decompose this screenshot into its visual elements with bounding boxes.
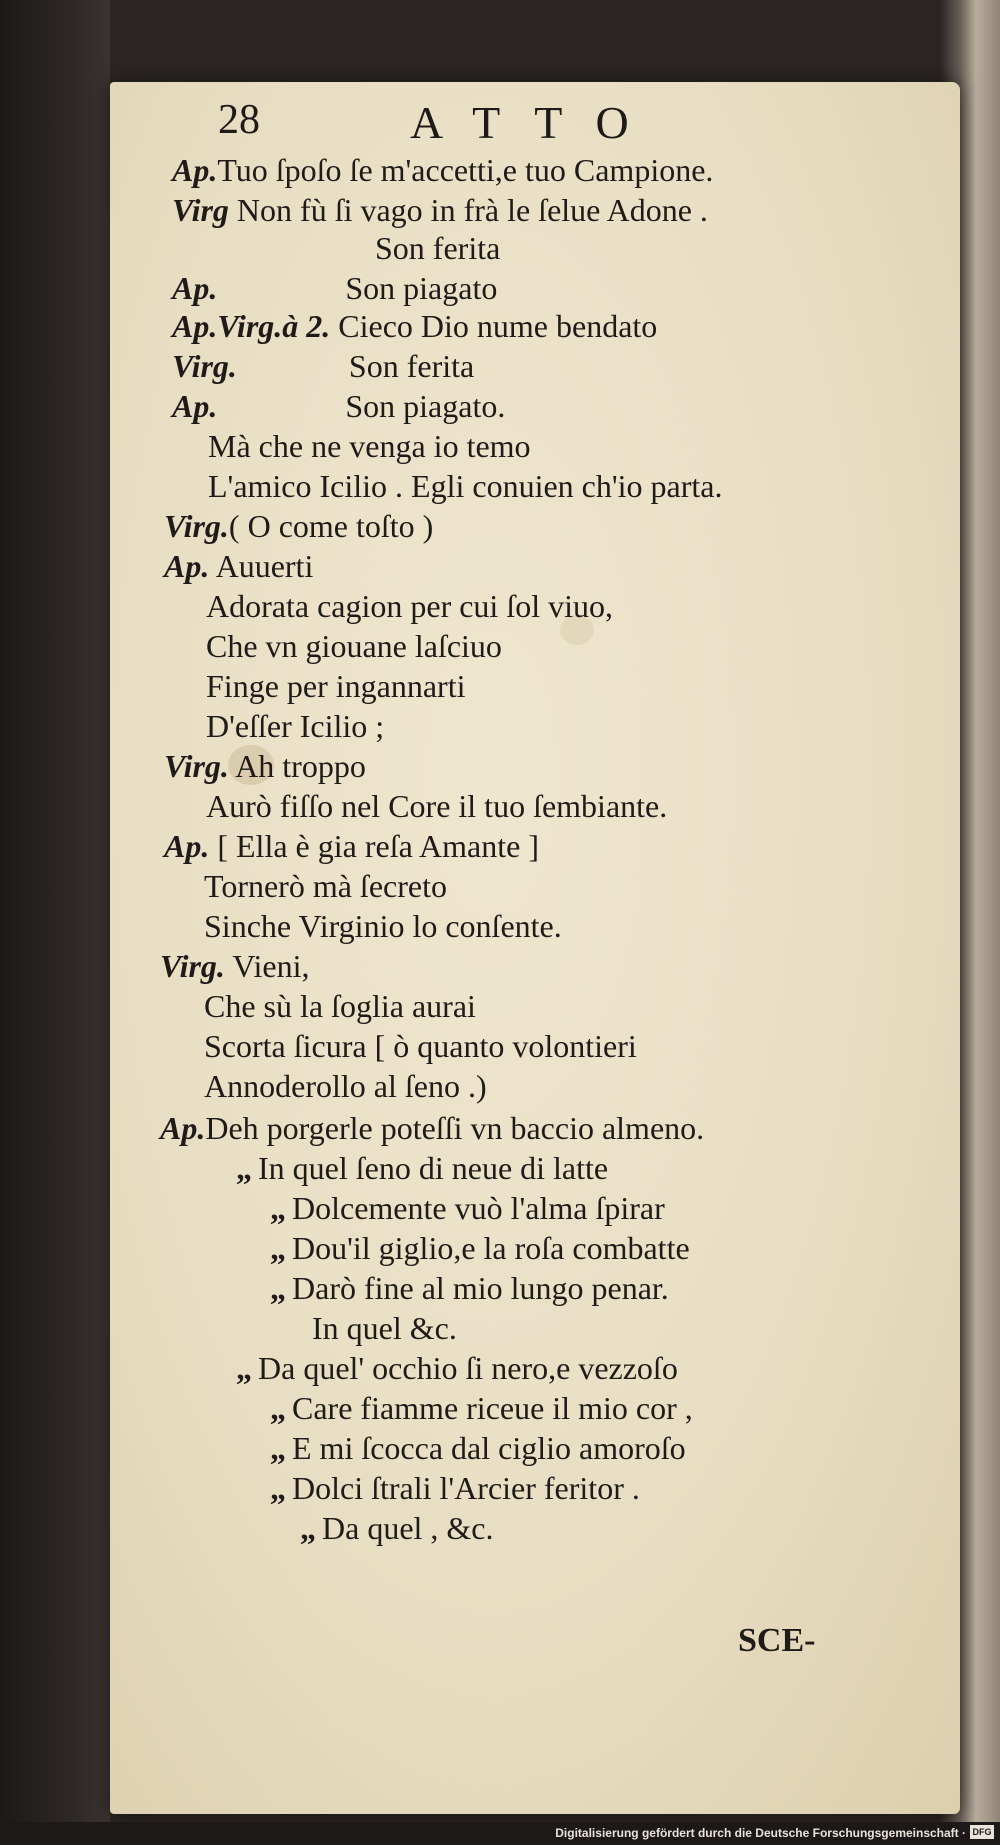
line-text: In quel ſeno di neue di latte [258, 1150, 609, 1186]
line-text: Cieco Dio nume bendato [330, 308, 658, 344]
page-title: ATTO [410, 97, 663, 148]
quotation-mark: „ [270, 1430, 286, 1466]
line-text: Dolcemente vuò l'alma ſpirar [292, 1190, 665, 1226]
quotation-mark: „ [300, 1510, 316, 1546]
text-line [164, 746, 366, 786]
text-line [172, 346, 474, 386]
speaker-label: Virg. [160, 948, 225, 984]
line-text: In quel &c. [312, 1310, 457, 1346]
line-text: Finge per ingannarti [206, 668, 466, 704]
quotation-mark: „ [236, 1150, 252, 1186]
quotation-mark: „ [270, 1190, 286, 1226]
speaker-label: Ap. [172, 152, 218, 188]
quotation-mark: „ [270, 1390, 286, 1426]
speaker-label: Ap. [172, 388, 218, 424]
text-line [206, 786, 667, 826]
line-text: Ah troppo [228, 748, 366, 784]
text-line [172, 306, 657, 346]
line-text: E mi ſcocca dal ciglio amoroſo [292, 1430, 686, 1466]
text-line [270, 1268, 669, 1308]
quotation-mark: „ [270, 1270, 286, 1306]
line-text: Vieni, [224, 948, 310, 984]
speaker-label: Ap. [164, 548, 210, 584]
line-text: Adorata cagion per cui ſol viuo, [206, 588, 613, 624]
text-line [375, 228, 500, 268]
line-text: Darò fine al mio lungo penar. [292, 1270, 669, 1306]
line-text: ( O come toſto ) [228, 508, 434, 544]
line-text: Sinche Virginio lo conſente. [204, 908, 562, 944]
page-number: 28 [218, 97, 260, 143]
text-line [206, 666, 465, 706]
page-header [0, 96, 1000, 156]
line-text: Che sù la ſoglia aurai [204, 988, 476, 1024]
text-line [270, 1228, 690, 1268]
speaker-label: Virg. [172, 348, 237, 384]
line-text: Son piagato [217, 270, 498, 306]
text-line [164, 826, 539, 866]
text-line [206, 586, 613, 626]
text-line [312, 1308, 457, 1348]
line-text: Son piagato. [217, 388, 506, 424]
catchword: SCE- [738, 1622, 816, 1659]
text-line [270, 1468, 640, 1508]
text-line [204, 1026, 637, 1066]
line-text: Che vn giouane laſciuo [206, 628, 502, 664]
text-line [206, 706, 384, 746]
speaker-label: Virg [172, 192, 229, 228]
line-text: Son ferita [236, 348, 475, 384]
text-line [204, 1066, 487, 1106]
line-text: Tuo ſpoſo ſe m'accetti,e tuo Campione. [217, 152, 714, 188]
text-line [208, 466, 722, 506]
line-text: D'eſſer Icilio ; [206, 708, 385, 744]
text-line [164, 506, 433, 546]
line-text: [ Ella è gia reſa Amante ] [209, 828, 539, 864]
speaker-label: Ap. [160, 1110, 206, 1146]
dfg-logo: DFG [970, 1825, 994, 1839]
text-line [204, 906, 562, 946]
line-text: Dolci ſtrali l'Arcier feritor . [292, 1470, 640, 1506]
line-text: Dou'il giglio,e la roſa combatte [292, 1230, 690, 1266]
quotation-mark: „ [270, 1470, 286, 1506]
text-line [172, 386, 505, 426]
background-left [0, 0, 110, 1845]
text-line [160, 946, 310, 986]
speaker-label: Ap. [172, 270, 218, 306]
line-text: Aurò fiſſo nel Core il tuo ſembiante. [206, 788, 668, 824]
text-line [300, 1508, 494, 1548]
speaker-label: Virg. [164, 508, 229, 544]
text-line [204, 866, 447, 906]
text-line [164, 546, 313, 586]
line-text: Auuerti [209, 548, 314, 584]
text-line [172, 268, 497, 308]
speaker-label: Ap.Virg.à 2. [172, 308, 331, 344]
line-text: L'amico Icilio . Egli conuien ch'io parta. [208, 468, 723, 504]
line-text: Da quel' occhio ſi nero,e vezzoſo [258, 1350, 678, 1386]
text-line [270, 1188, 665, 1228]
text-line [160, 1108, 704, 1148]
line-text: Non fù ſi vago in frà le ſelue Adone . [228, 192, 708, 228]
line-text: Mà che ne venga io temo [208, 428, 531, 464]
quotation-mark: „ [270, 1230, 286, 1266]
line-text: Son ferita [375, 230, 501, 266]
text-line [270, 1428, 686, 1468]
speaker-label: Ap. [164, 828, 210, 864]
quotation-mark: „ [236, 1350, 252, 1386]
line-text: Care fiamme riceue il mio cor , [292, 1390, 693, 1426]
line-text: Tornerò mà ſecreto [204, 868, 447, 904]
text-line [204, 986, 476, 1026]
text-line [270, 1388, 693, 1428]
text-line [172, 150, 713, 190]
text-line [236, 1148, 608, 1188]
line-text: Da quel , &c. [322, 1510, 494, 1546]
line-text: Scorta ſicura [ ò quanto volontieri [204, 1028, 637, 1064]
text-line [208, 426, 531, 466]
text-line [172, 190, 708, 230]
text-line [206, 626, 502, 666]
line-text: Deh porgerle poteſſi vn baccio almeno. [205, 1110, 705, 1146]
line-text: Annoderollo al ſeno .) [204, 1068, 487, 1104]
speaker-label: Virg. [164, 748, 229, 784]
text-line [236, 1348, 678, 1388]
credit-text: Digitalisierung gefördert durch die Deutsche Forschungsgemeinschaft · [555, 1826, 966, 1840]
